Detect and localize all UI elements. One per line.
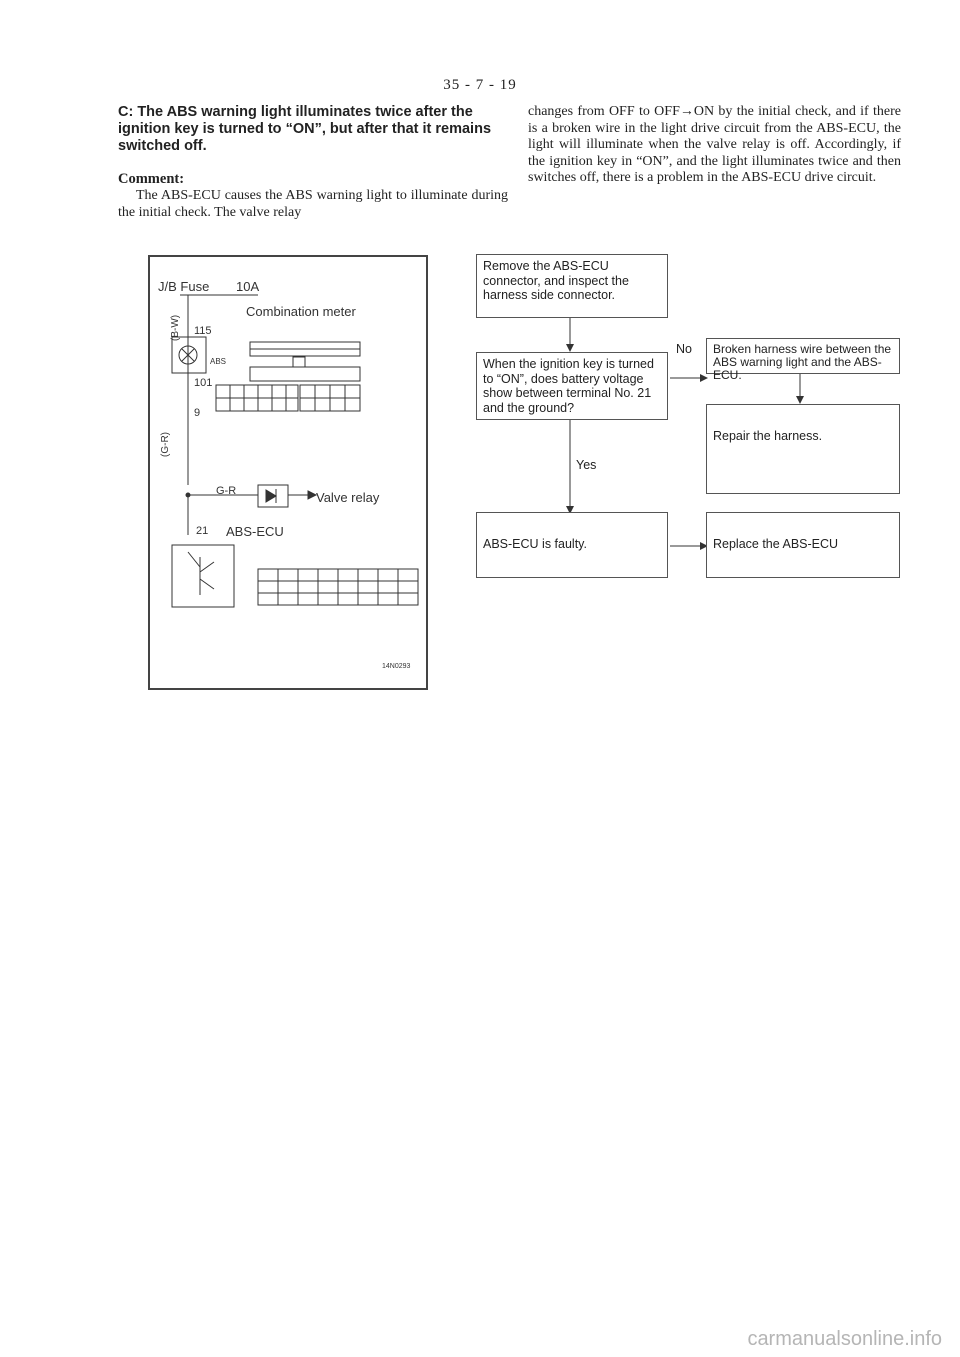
fuse-rating-label: 10A	[236, 279, 260, 294]
watermark-footer: carmanualsonline.info	[747, 1328, 942, 1350]
section-heading: C: The ABS warning light illuminates twice after the ignition key is turned to “ON”, but after that it remains switched off.	[118, 104, 492, 154]
terminal-9: 9	[194, 407, 201, 419]
gr-wire-label: G-R	[216, 485, 237, 497]
flow-action-replace-ecu: Replace the ABS-ECU	[706, 512, 900, 578]
wiring-diagram-lines	[150, 257, 426, 688]
terminal-101: 101	[194, 377, 213, 389]
flow-question-battery-voltage: When the ignition key is turned to “ON”, does battery voltage show between terminal No. 21 and the ground?	[476, 352, 668, 420]
comment-label: Comment:	[118, 171, 185, 187]
terminal-21: 21	[196, 525, 209, 537]
flow-result-broken-harness: Broken harness wire between the ABS warning light and the ABS-ECU.	[706, 338, 900, 374]
valve-relay-label: Valve relay	[316, 490, 380, 505]
terminal-115: 115	[194, 325, 212, 337]
flow-no-label: No	[676, 342, 692, 356]
flow-yes-label: Yes	[576, 458, 597, 472]
page-number: 35 - 7 - 19	[443, 77, 517, 93]
flow-result-ecu-faulty: ABS-ECU is faulty.	[476, 512, 668, 578]
abs-lamp-label: ABS	[210, 357, 227, 366]
figure-code: 14N0293	[382, 663, 411, 670]
wire-color-bw: (B-W)	[170, 314, 181, 341]
flow-step-remove-connector: Remove the ABS-ECU connector, and inspect the harness side connector.	[476, 254, 668, 318]
wire-color-gr: (G-R)	[160, 432, 171, 457]
comment-body: The ABS-ECU causes the ABS warning light to illuminate during the initial check. The valve relay	[118, 188, 508, 220]
comment-continuation: changes from OFF to OFF→ON by the initial check, and if there is a broken wire in the light drive circuit from the ABS-ECU, the light will illuminate when the valve relay is off. Accordingly, if the ignition key in “ON”, and the light illuminates twice and then switches off, there is a problem in the ABS-ECU drive circuit.	[528, 104, 901, 185]
flow-action-repair-harness: Repair the harness.	[706, 404, 900, 494]
wiring-diagram	[148, 255, 428, 690]
jb-fuse-label: J/B Fuse	[158, 279, 210, 294]
combination-meter-label: Combination meter	[246, 304, 356, 319]
abs-ecu-label: ABS-ECU	[226, 524, 284, 539]
